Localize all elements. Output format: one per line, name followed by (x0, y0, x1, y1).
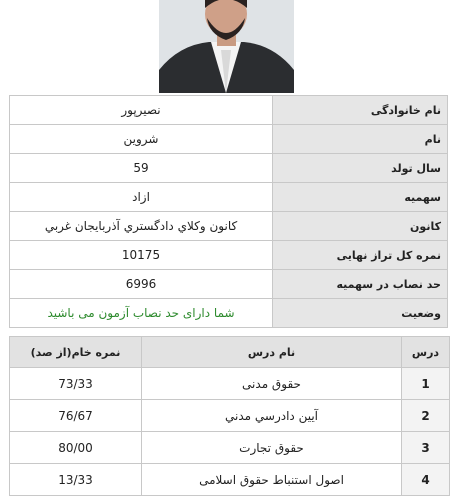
candidate-info-table (9, 95, 448, 328)
column-header-course: نام درس (142, 337, 402, 368)
row-index: 3 (402, 432, 450, 464)
course-score: 80/00 (10, 432, 142, 464)
info-label: نام (273, 125, 448, 154)
info-row-birth-year (10, 154, 448, 183)
table-row (10, 432, 450, 464)
info-row-status (10, 299, 448, 328)
column-header-index: درس (402, 337, 450, 368)
profile-photo-area (0, 0, 455, 95)
info-label: حد نصاب در سهمیه (273, 270, 448, 299)
info-row-bar-association (10, 212, 448, 241)
info-value: 10175 (10, 241, 273, 270)
course-name: آيين دادرسي مدني (142, 400, 402, 432)
info-label: سال تولد (273, 154, 448, 183)
course-score: 73/33 (10, 368, 142, 400)
info-label: نمره کل تراز نهایی (273, 241, 448, 270)
row-index: 1 (402, 368, 450, 400)
person-photo-image (159, 0, 294, 93)
info-value: 59 (10, 154, 273, 183)
grades-table (9, 336, 450, 496)
info-label: وضعیت (273, 299, 448, 328)
info-row-first-name (10, 125, 448, 154)
row-index: 2 (402, 400, 450, 432)
row-index: 4 (402, 464, 450, 496)
table-row (10, 400, 450, 432)
grades-header-row (10, 337, 450, 368)
course-name: حقوق تجارت (142, 432, 402, 464)
info-row-total-score (10, 241, 448, 270)
info-row-last-name (10, 96, 448, 125)
info-value: 6996 (10, 270, 273, 299)
info-label: نام خانوادگی (273, 96, 448, 125)
course-score: 76/67 (10, 400, 142, 432)
profile-photo (159, 0, 294, 93)
info-label: کانون (273, 212, 448, 241)
column-header-score: نمره خام(از صد) (10, 337, 142, 368)
info-value: کانون وکلاي دادگستري آذربايجان غربي (10, 212, 273, 241)
status-message: شما دارای حد نصاب آزمون می باشید (10, 299, 273, 328)
info-value: ازاد (10, 183, 273, 212)
course-name: اصول استنباط حقوق اسلامی (142, 464, 402, 496)
info-value: نصیرپور (10, 96, 273, 125)
info-row-quota (10, 183, 448, 212)
info-label: سهمیه (273, 183, 448, 212)
course-name: حقوق مدنی (142, 368, 402, 400)
info-value: شروین (10, 125, 273, 154)
table-row (10, 368, 450, 400)
info-row-quota-threshold (10, 270, 448, 299)
course-score: 13/33 (10, 464, 142, 496)
